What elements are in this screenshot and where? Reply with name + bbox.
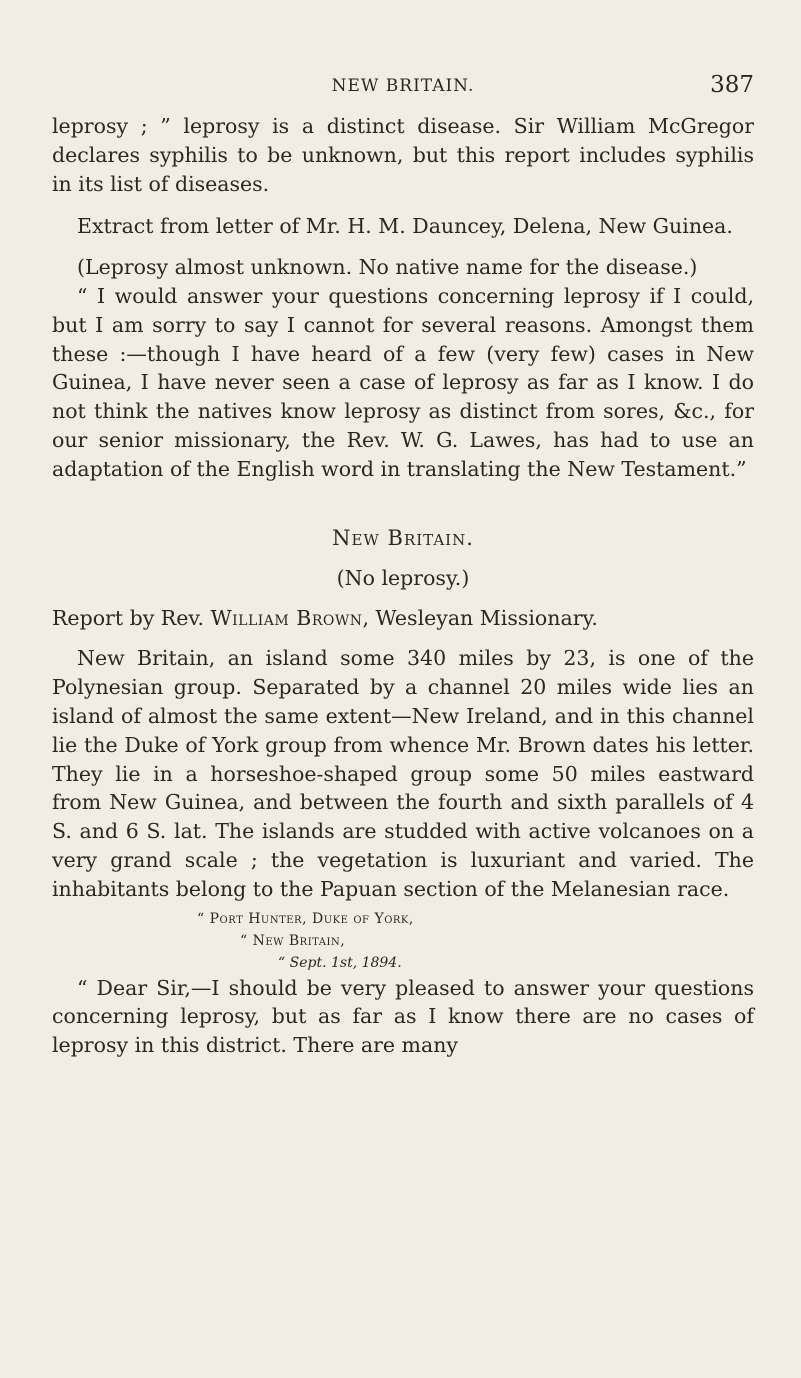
page-body [52,112,754,1060]
paragraph-note: (Leprosy almost unknown. No native name for the disease.) [77,255,698,280]
section-subtitle: (No leprosy.) [336,565,470,590]
section-title: New Britain. [332,525,474,550]
paragraph-new-britain: New Britain, an island some 340 miles by 23, is one of the Polynesian group. Separated by a channel 20 miles wide lies an island of almost the same extent—New Ireland, and in this channel lie the Duke of York group from whence Mr. Brown dates his letter. They lie in a horseshoe-shaped group some 50 miles eastward from New Guinea, and between the fourth and sixth parallels of 4 S. and 6 S. lat. The islands are studded with active volcanoes on a very grand scale ; the vegetation is luxuriant and varied. The inhabitants belong to the Papuan section of the Melanesian race. [52,646,754,901]
address-line-3: “ Sept. 1st, 1894. [278,954,402,971]
running-head: NEW BRITAIN. [331,76,475,96]
letter-address [52,908,754,974]
report-suffix: , Wesleyan Missionary. [362,605,598,630]
paragraph-continuation: leprosy ; ” leprosy is a distinct disease. Sir William McGregor declares syphilis to be unknown, but this report includes syphilis in its list of diseases. [52,114,754,196]
report-prefix: Report by Rev. [52,605,211,630]
address-line-1: “ Port Hunter, Duke of York, [197,910,414,927]
page-header [52,70,754,102]
page-number: 387 [710,72,754,98]
report-line [52,604,754,633]
report-author: William Brown [210,605,363,630]
address-line-2: “ New Britain, [240,932,346,949]
paragraph-letter-dauncey: “ I would answer your questions concerning leprosy if I could, but I am sorry to say I cannot for several reasons. Amongst them these :—though I have heard of a few (very few) cases in New Guinea, I have never seen a case of leprosy as far as I know. I do not think the natives know leprosy as distinct from sores, &c., for our senior missionary, the Rev. W. G. Lawes, has had to use an adaptation of the English word in translating the New Testament.” [52,283,754,481]
paragraph-letter-brown: “ Dear Sir,—I should be very pleased to answer your questions concerning leprosy, but as far as I know there are no cases of leprosy in this district. There are many [52,975,754,1058]
paragraph-extract-intro: Extract from letter of Mr. H. M. Dauncey, Delena, New Guinea. [77,214,733,239]
